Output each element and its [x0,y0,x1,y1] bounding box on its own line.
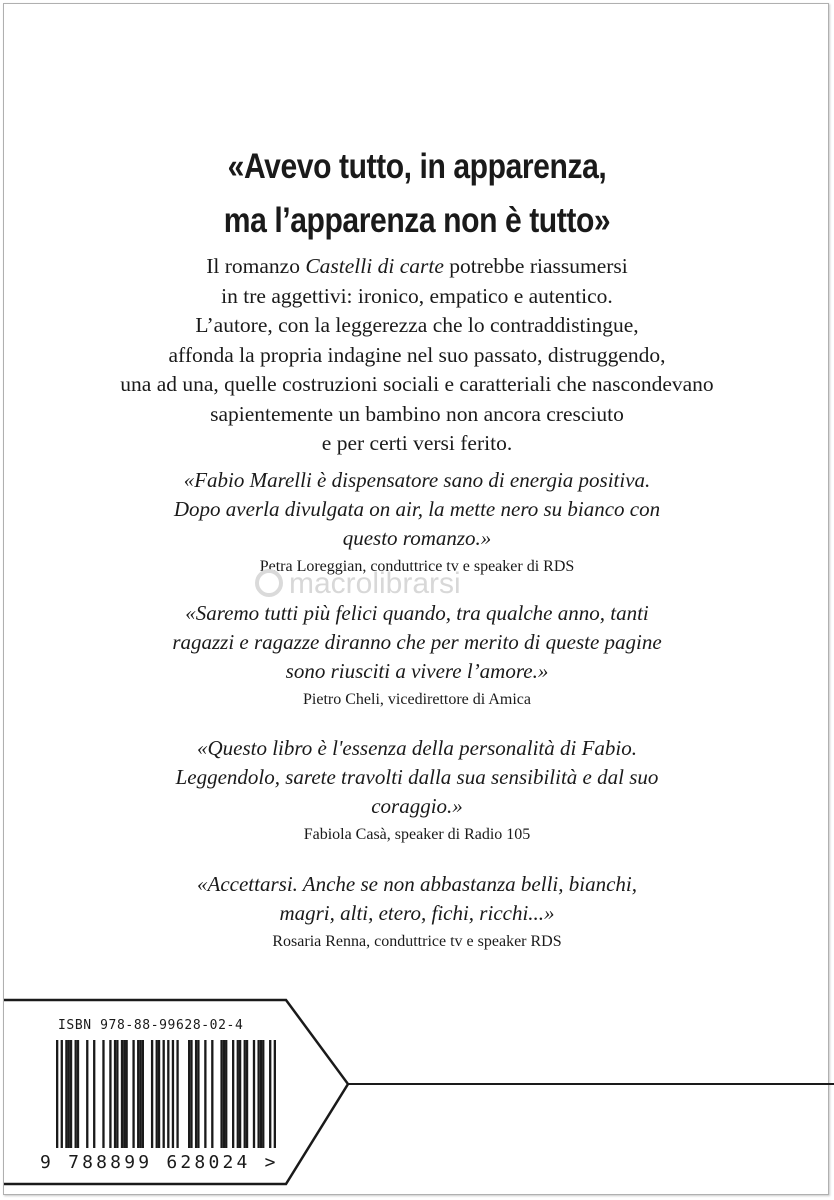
isbn-label: ISBN 978-88-99628-02-4 [58,1018,244,1033]
barcode-bar [190,1040,192,1148]
barcode-bar [204,1040,206,1148]
barcode-bar [77,1040,79,1148]
barcode-bar [262,1040,264,1148]
barcode-bar [68,1040,70,1148]
barcode-bar [151,1040,153,1148]
quote-text [0,599,834,686]
barcode-bar [61,1040,63,1148]
book-title: Castelli di carte [305,254,444,278]
barcode-bar [246,1040,248,1148]
barcode [56,1040,276,1148]
headline-line-2: ma l’apparenza non è tutto» [223,201,611,240]
quote-line: «Fabio Marelli è dispensatore sano di energia positiva. [183,468,651,492]
quote-line: «Accettarsi. Anche se non abbastanza belli, bianchi, [197,872,637,896]
barcode-bar [172,1040,174,1148]
synopsis-line-3: L’autore, con la leggerezza che lo contraddistingue, [195,313,639,337]
synopsis-text: Il romanzo [206,254,306,278]
barcode-bar [253,1040,255,1148]
barcode-bar [156,1040,158,1148]
barcode-bar [116,1040,118,1148]
review-quote-3 [0,734,834,846]
barcode-bar [158,1040,160,1148]
barcode-bar [167,1040,169,1148]
quote-attribution: Petra Loreggian, conduttrice tv e speaker di RDS [259,558,575,575]
quote-attribution: Pietro Cheli, vicedirettore di Amica [303,691,531,708]
watermark-text: macrolibrarsi [289,567,461,600]
barcode-bar [195,1040,197,1148]
macrolibrarsi-logo-icon [255,569,283,597]
synopsis-line-7: e per certi versi ferito. [321,431,513,455]
quote-line: coraggio.» [371,794,463,818]
barcode-bar [75,1040,77,1148]
synopsis-line-5: una ad una, quelle costruzioni sociali e caratteriali che nascondevano [120,372,714,396]
barcode-bar [239,1040,241,1148]
review-quote-1 [0,466,834,578]
review-quote-2 [0,599,834,711]
barcode-bar [86,1040,88,1148]
barcode-bar [132,1040,134,1148]
quote-attribution: Rosaria Renna, conduttrice tv e speaker RDS [272,933,562,950]
synopsis-line-1 [0,252,834,282]
barcode-bar [176,1040,178,1148]
headline-line-1: «Avevo tutto, in apparenza, [227,147,607,186]
barcode-bar [197,1040,199,1148]
barcode-bar [114,1040,116,1148]
quote-line: ragazzi e ragazze diranno che per merito di queste pagine [172,630,662,654]
barcode-bar [188,1040,190,1148]
synopsis-text: potrebbe riassumersi [443,254,628,278]
quote-line: magri, alti, etero, fichi, ricchi...» [279,901,555,925]
barcode-bar [244,1040,246,1148]
quote-text [0,734,834,821]
synopsis-line-2: in tre aggettivi: ironico, empatico e autentico. [221,283,613,308]
quote-line: «Saremo tutti più felici quando, tra qualche anno, tanti [185,601,649,625]
barcode-bar [223,1040,225,1148]
barcode-bar [163,1040,165,1148]
quote-line: sono riusciti a vivere l’amore.» [285,659,549,683]
barcode-bar [142,1040,144,1148]
synopsis-line-4: affonda la propria indagine nel suo passato, distruggendo, [168,342,666,367]
barcode-bar [237,1040,239,1148]
barcode-bar [260,1040,262,1148]
barcode-bar [109,1040,111,1148]
barcode-bar [56,1040,58,1148]
quote-text [0,870,834,928]
quote-line: Leggendolo, sarete travolti dalla sua sensibilità e dal suo [175,765,659,789]
barcode-bar [125,1040,127,1148]
synopsis-line-6: sapientemente un bambino non ancora cresciuto [210,401,624,426]
barcode-bar [93,1040,95,1148]
barcode-bar [232,1040,234,1148]
headline [58,140,775,248]
barcode-bar [220,1040,222,1148]
barcode-bar [102,1040,104,1148]
barcode-bar [65,1040,67,1148]
barcode-bar [257,1040,259,1148]
review-quote-4 [0,870,834,953]
quote-text [0,466,834,553]
barcode-bar [121,1040,123,1148]
barcode-bar [123,1040,125,1148]
barcode-bar [70,1040,72,1148]
quote-line: «Questo libro è l'essenza della personalità di Fabio. [196,736,637,760]
barcode-bar [274,1040,276,1148]
barcode-bar [137,1040,139,1148]
watermark [255,566,595,602]
quote-line: Dopo averla divulgata on air, la mette nero su bianco con [173,497,661,521]
barcode-bar [269,1040,271,1148]
synopsis [0,252,834,459]
barcode-digits: 9 788899 628024 > [40,1152,279,1173]
quote-attribution: Fabiola Casà, speaker di Radio 105 [303,826,531,843]
quote-line: questo romanzo.» [342,526,492,550]
barcode-bar [225,1040,227,1148]
barcode-bar [139,1040,141,1148]
barcode-bar [211,1040,213,1148]
